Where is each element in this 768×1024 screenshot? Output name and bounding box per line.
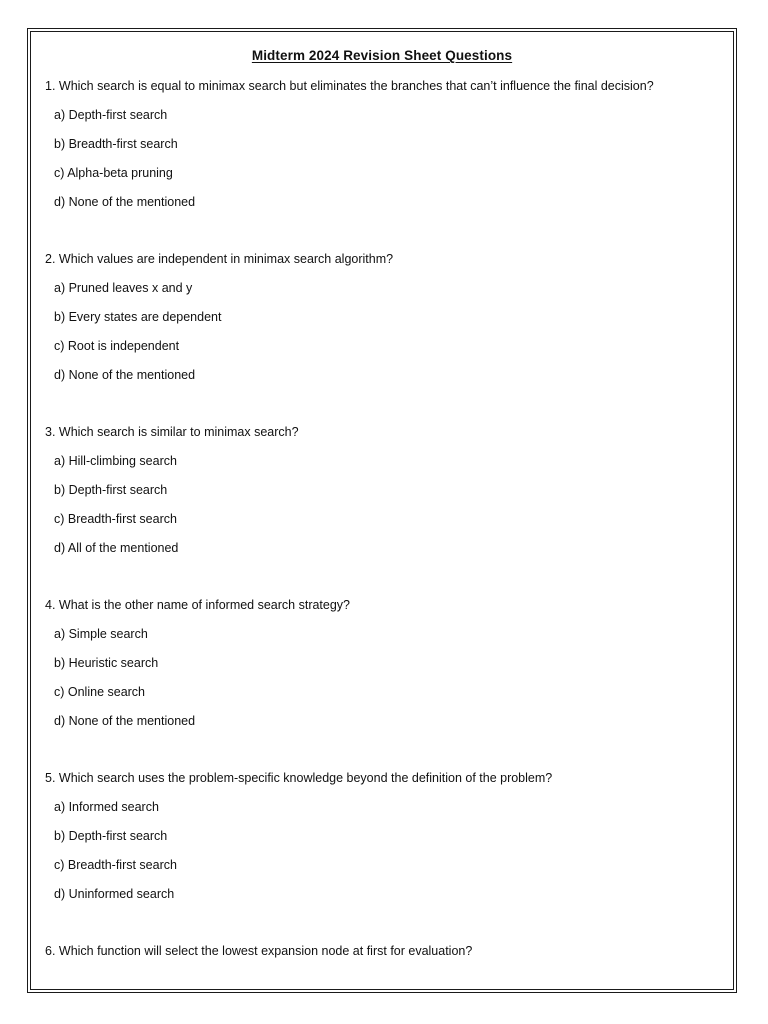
- answer-option: d) None of the mentioned: [54, 195, 196, 209]
- answer-option: d) All of the mentioned: [54, 541, 179, 555]
- answer-option: a) Pruned leaves x and y: [54, 281, 193, 295]
- question-text: 1. Which search is equal to minimax search but eliminates the branches that can’t influence the final decision?: [45, 79, 654, 93]
- answer-option: b) Depth-first search: [54, 829, 168, 843]
- question-block: [45, 770, 723, 915]
- question-text: 4. What is the other name of informed search strategy?: [45, 598, 351, 612]
- question-text: 3. Which search is similar to minimax search?: [45, 425, 299, 439]
- question-text: 5. Which search uses the problem-specific knowledge beyond the definition of the problem?: [45, 771, 553, 785]
- answer-option: c) Alpha-beta pruning: [54, 166, 173, 180]
- answer-option: b) Every states are dependent: [54, 310, 222, 324]
- question-list: [45, 78, 723, 972]
- answer-option: a) Simple search: [54, 627, 148, 641]
- answer-option: c) Breadth-first search: [54, 512, 177, 526]
- answer-option: a) Hill-climbing search: [54, 454, 177, 468]
- answer-option: d) None of the mentioned: [54, 714, 196, 728]
- question-block: [45, 597, 723, 742]
- page-frame: [30, 31, 734, 990]
- answer-option: a) Depth-first search: [54, 108, 168, 122]
- question-text: 2. Which values are independent in minimax search algorithm?: [45, 252, 394, 266]
- answer-option: b) Breadth-first search: [54, 137, 178, 151]
- question-block: [45, 78, 723, 223]
- question-block: [45, 424, 723, 569]
- answer-option: a) Informed search: [54, 800, 159, 814]
- answer-option: c) Breadth-first search: [54, 858, 177, 872]
- sheet-title: Midterm 2024 Revision Sheet Questions: [251, 48, 513, 63]
- answer-option: b) Depth-first search: [54, 483, 168, 497]
- question-block: [45, 251, 723, 396]
- answer-option: d) None of the mentioned: [54, 368, 196, 382]
- answer-option: c) Root is independent: [54, 339, 180, 353]
- answer-option: c) Online search: [54, 685, 146, 699]
- answer-option: d) Uninformed search: [54, 887, 175, 901]
- question-block: [45, 943, 723, 972]
- answer-option: b) Heuristic search: [54, 656, 159, 670]
- question-text: 6. Which function will select the lowest expansion node at first for evaluation?: [45, 944, 473, 958]
